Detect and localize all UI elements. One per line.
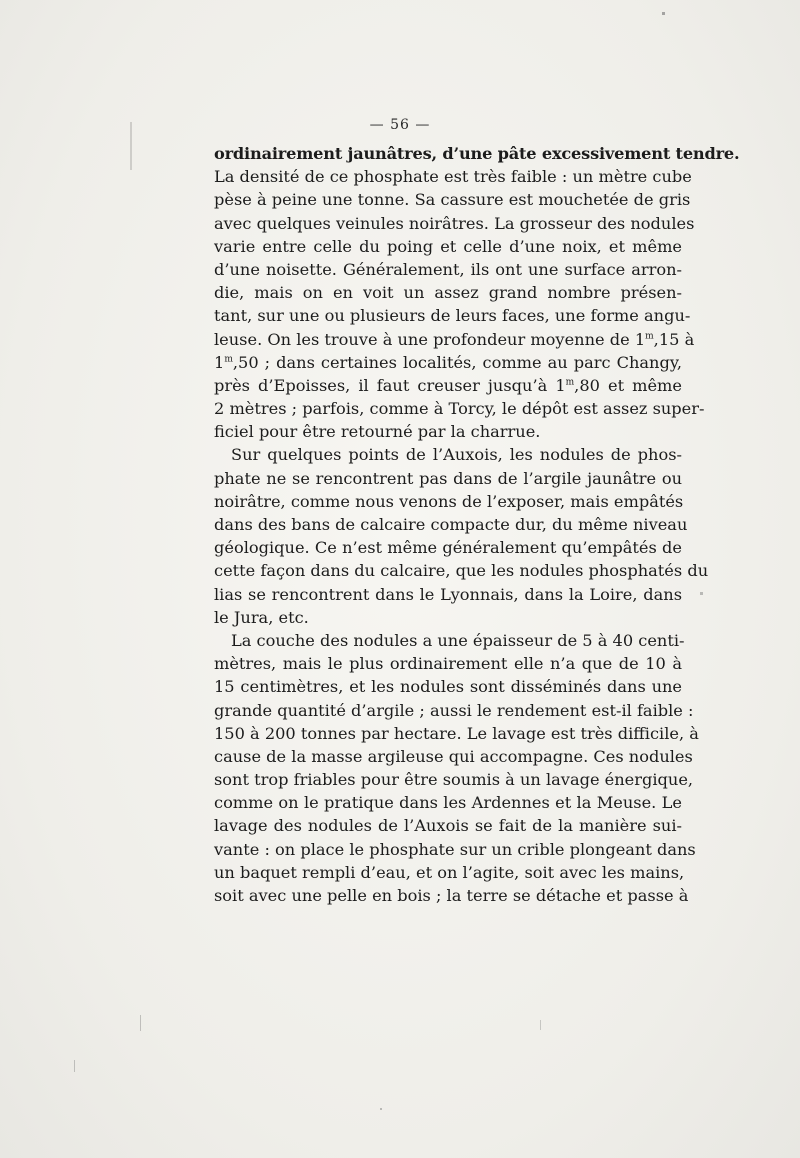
text-line: 2 mètres ; parfois, comme à Torcy, le dépôt est assez super-: [214, 399, 705, 419]
text-line: 15 centimètres, et les nodules sont disséminés dans une: [214, 677, 682, 697]
text-line: phate ne se rencontrent pas dans de l’argile jaunâtre ou: [214, 468, 682, 488]
text-line: die, mais on en voit un assez grand nombre présen-: [214, 283, 682, 303]
text-line: géologique. Ce n’est même généralement qu’empâtés de: [214, 538, 682, 558]
text-line: cette façon dans du calcaire, que les nodules phosphatés du: [214, 561, 709, 581]
text-line: 1$^m$,50 ; dans certaines localités, comme au parc Changy,: [214, 352, 682, 372]
text-line: cause de la masse argileuse qui accompagne. Ces nodules: [214, 746, 693, 766]
text-line: soit avec une pelle en bois ; la terre se détache et passe à: [214, 886, 689, 905]
text-line: mètres, mais le plus ordinairement elle n’a que de 10 à: [214, 654, 682, 674]
text-line: le Jura, etc.: [214, 607, 309, 627]
body-text: [214, 142, 740, 907]
scan-speck: [140, 1015, 141, 1031]
text-line: grande quantité d’argile ; aussi le rendement est-il faible :: [214, 700, 694, 720]
text-line: avec quelques veinules noirâtres. La grosseur des nodules: [214, 213, 695, 233]
text-line: lias se rencontrent dans le Lyonnais, dans la Loire, dans: [214, 584, 682, 604]
text-line: un baquet rempli d’eau, et on l’agite, soit avec les mains,: [214, 862, 685, 882]
text-line: ficiel pour être retourné par la charrue.: [214, 422, 541, 442]
text-line: La densité de ce phosphate est très faible : un mètre cube: [214, 167, 692, 187]
text-line: près d’Epoisses, il faut creuser jusqu’à 1$^m$,80 et même: [214, 375, 682, 395]
paragraph-3: [214, 629, 699, 907]
text-line: La couche des nodules a une épaisseur de 5 à 40 centi-: [231, 630, 685, 650]
page-number: — 56 —: [369, 117, 431, 133]
text-line: vante : on place le phosphate sur un crible plongeant dans: [214, 839, 696, 859]
text-line: comme on le pratique dans les Ardennes et la Meuse. Le: [214, 793, 682, 813]
scan-speck: [700, 592, 703, 595]
scan-speck: [74, 1060, 75, 1072]
scan-speck: [662, 12, 665, 15]
paragraph-2: [214, 443, 709, 629]
text-line: dans des bans de calcaire compacte dur, du même niveau: [214, 515, 688, 534]
text-line: tant, sur une ou plusieurs de leurs faces, une forme angu-: [214, 306, 691, 326]
text-line: lavage des nodules de l’Auxois se fait de la manière sui-: [214, 816, 682, 836]
text-line: leuse. On les trouve à une profondeur moyenne de 1$^m$,15 à: [214, 329, 695, 349]
text-line: 150 à 200 tonnes par hectare. Le lavage est très difficile, à: [214, 723, 699, 743]
scan-speck: [380, 1108, 382, 1110]
text-line: Sur quelques points de l’Auxois, les nodules de phos-: [231, 445, 682, 465]
text-line: ordinairement jaunâtres, d’une pâte excessivement tendre.: [214, 144, 740, 163]
text-line: pèse à peine une tonne. Sa cassure est mouchetée de gris: [214, 190, 691, 210]
scan-speck: [540, 1020, 541, 1030]
text-line: d’une noisette. Généralement, ils ont une surface arron-: [214, 259, 682, 279]
text-line: varie entre celle du poing et celle d’une noix, et même: [214, 236, 682, 256]
text-line: sont trop friables pour être soumis à un lavage énergique,: [214, 770, 694, 790]
paragraph-1: [214, 142, 740, 443]
scan-speck: [130, 122, 132, 170]
text-line: noirâtre, comme nous venons de l’exposer, mais empâtés: [214, 491, 684, 511]
